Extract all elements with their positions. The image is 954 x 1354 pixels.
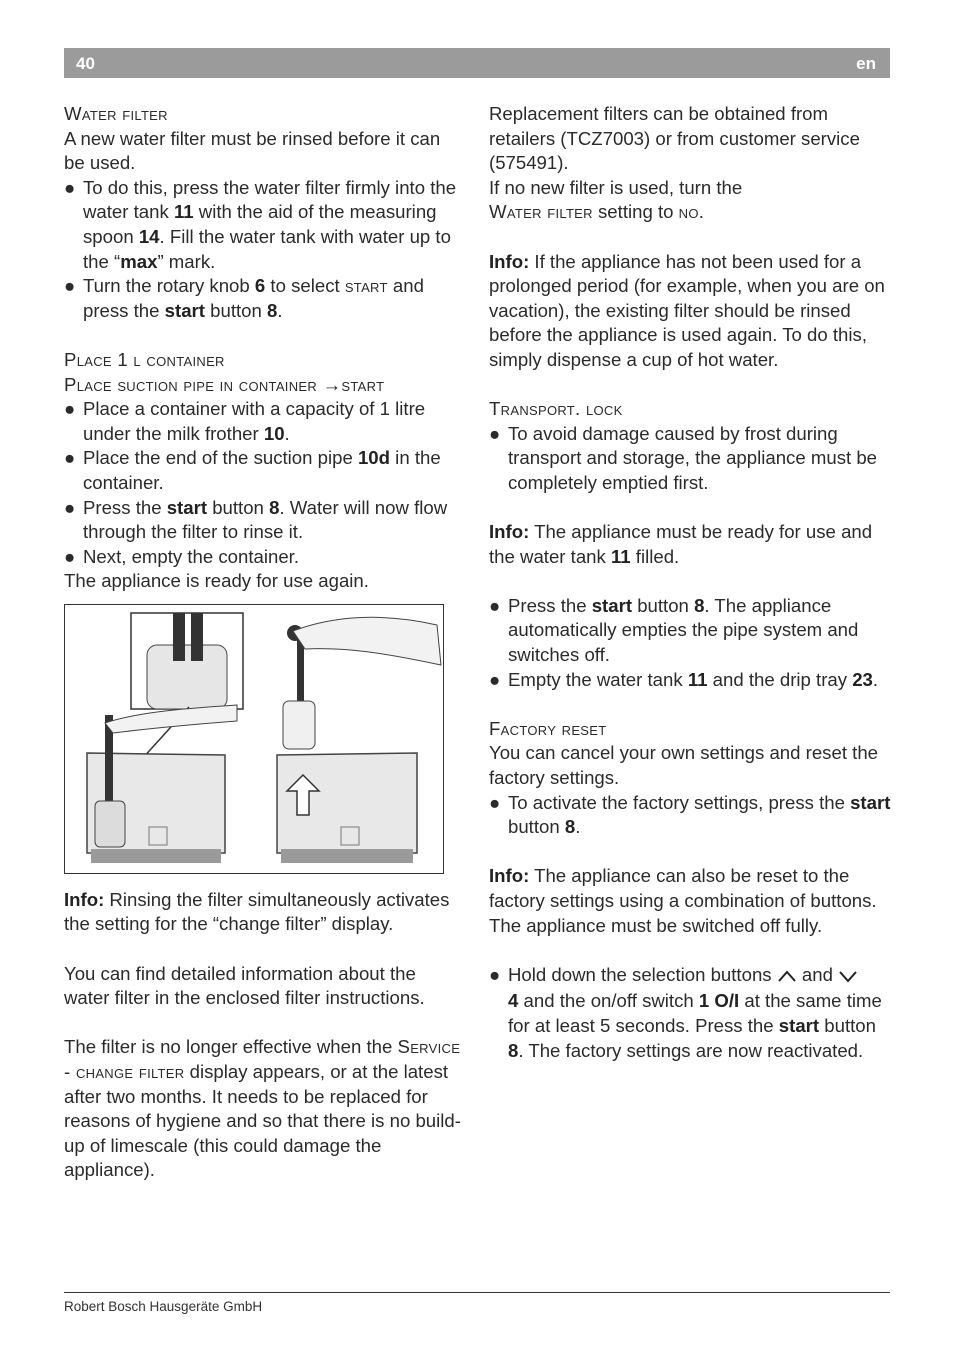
ready-again-text: The appliance is ready for use again. [64, 570, 369, 592]
bullet-icon: ● [489, 594, 501, 616]
info-ready-note: Info: The appliance must be ready for use and the water tank 11 filled. [489, 521, 873, 567]
bullet-icon: ● [64, 545, 76, 567]
place-suction-heading: Place suction pipe in container →start [64, 373, 385, 395]
no-filter-text: If no new filter is used, turn the Water filter setting to no. [489, 176, 743, 223]
list-item: ● Next, empty the container. [64, 545, 466, 570]
bullet-icon: ● [489, 963, 501, 985]
language-code: en [856, 54, 876, 73]
place-container-heading: Place 1 l container [64, 348, 225, 370]
bullet-icon: ● [489, 668, 501, 690]
bullet-icon: ● [489, 422, 501, 444]
filter-effective-text: The filter is no longer effective when the Service - change filter display appears, or at the latest after two months. It needs to be replaced for reasons of hygiene and so that there is no build-up of limescale (this could damage the appliance). [64, 1036, 461, 1181]
transport-lock-heading: Transport. lock [489, 398, 623, 420]
replacement-filters-text: Replacement filters can be obtained from retailers (TCZ7003) or from customer service (575491). [489, 103, 860, 174]
factory-reset-heading: Factory reset [489, 717, 607, 739]
footer-company: Robert Bosch Hausgeräte GmbH [64, 1299, 263, 1314]
filter-instructions-text: You can find detailed information about the water filter in the enclosed filter instructions. [64, 962, 425, 1009]
list-item: ● Press the start button 8. The appliance automatically empties the pipe system and switches off. [489, 594, 893, 668]
filter-rinse-illustration [64, 604, 444, 874]
chevron-down-icon [838, 965, 858, 990]
footer-divider [64, 1292, 890, 1293]
list-item: ● Empty the water tank 11 and the drip tray 23. [489, 668, 893, 693]
page-header-bar [64, 48, 890, 78]
chevron-up-icon [777, 965, 797, 990]
left-column [64, 102, 466, 1183]
list-item: ● Turn the rotary knob 6 to select start and press the start button 8. [64, 274, 466, 323]
water-filter-heading: Water filter [64, 103, 168, 124]
info-rinse-note: Info: Rinsing the filter simultaneously activates the setting for the “change filter” display. [64, 888, 450, 935]
bullet-icon: ● [64, 176, 76, 198]
bullet-icon: ● [64, 447, 76, 469]
list-item: ● To do this, press the water filter firmly into the water tank 11 with the aid of the measuring spoon 14. Fill the water tank with water up to the “max” mark. [64, 176, 466, 274]
info-unused-note: Info: If the appliance has not been used for a prolonged period (for example, when you are on vacation), the existing filter should be rinsed before the appliance is used again. To do this, simply dispense a cup of hot water. [489, 250, 885, 370]
list-item: ● Hold down the selection buttons and 4 and the on/off switch 1 O/I at the same time for at least 5 seconds. Press the start button 8. The factory settings are now reactivated. [489, 963, 893, 1063]
list-item: ● To activate the factory settings, press the start button 8. [489, 791, 893, 840]
info-reset-combo-note: Info: The appliance can also be reset to the factory settings using a combination of buttons. The appliance must be switched off fully. [489, 865, 877, 936]
factory-reset-text: You can cancel your own settings and reset the factory settings. [489, 742, 878, 789]
arrow-right-icon: → [322, 373, 342, 395]
bullet-icon: ● [64, 398, 76, 420]
list-item: ● Place a container with a capacity of 1 litre under the milk frother 10. [64, 397, 466, 446]
list-item: ● To avoid damage caused by frost during transport and storage, the appliance must be completely emptied first. [489, 422, 893, 496]
water-filter-intro: A new water filter must be rinsed before it can be used. [64, 127, 441, 174]
bullet-icon: ● [489, 791, 501, 813]
list-item: ● Place the end of the suction pipe 10d in the container. [64, 446, 466, 495]
bullet-icon: ● [64, 275, 76, 297]
bullet-icon: ● [64, 496, 76, 518]
page-number: 40 [76, 54, 95, 73]
list-item: ● Press the start button 8. Water will now flow through the filter to rinse it. [64, 496, 466, 545]
right-column [489, 102, 893, 1063]
